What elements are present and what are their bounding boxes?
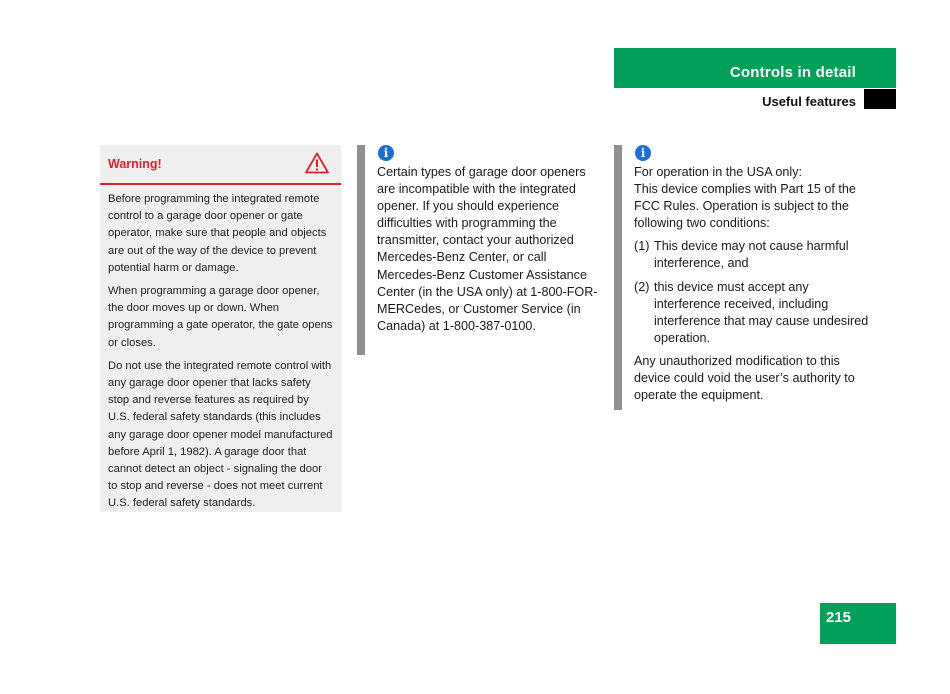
subsection-title: Useful features bbox=[762, 94, 856, 109]
warning-paragraph: Before programming the integrated remote control to a garage door opener or gate operator, make sure that people and objects are out of the way of the device to prevent potential harm or damage. bbox=[108, 193, 327, 274]
list-number: (1) bbox=[634, 239, 650, 254]
info-icon: i bbox=[378, 145, 394, 161]
warning-title: Warning! bbox=[108, 157, 162, 171]
list-text: This device may not cause harmful interference, and bbox=[654, 239, 849, 271]
list-text: this device must accept any interference received, including interference that may cause undesired operation. bbox=[654, 279, 869, 345]
page-number: 215 bbox=[826, 609, 852, 626]
warning-body bbox=[100, 185, 341, 513]
header-marker bbox=[864, 89, 896, 109]
warning-paragraph: When programming a garage door opener, the door moves up or down. When programming a gate operator, the gate opens or closes. bbox=[108, 285, 333, 349]
section-header bbox=[614, 48, 896, 88]
page-number-box bbox=[820, 603, 896, 644]
fcc-intro-text: This device complies with Part 15 of the FCC Rules. Operation is subject to the following two conditions: bbox=[634, 182, 856, 231]
fcc-closing-text: Any unauthorized modification to this device could void the user’s authority to operate the equipment. bbox=[634, 353, 855, 403]
warning-box bbox=[100, 145, 341, 512]
info-icon: i bbox=[635, 145, 651, 161]
fcc-intro-line: For operation in the USA only: bbox=[634, 165, 803, 179]
section-title: Controls in detail bbox=[729, 64, 856, 81]
list-number: (2) bbox=[634, 279, 650, 294]
info-note-fcc bbox=[614, 145, 872, 410]
warning-triangle-icon bbox=[305, 152, 329, 174]
info-text: Certain types of garage door openers are incompatible with the integrated opener. If you should experience difficulties with programming the transmitter, contact your authorized Mercedes-Benz Center, or call Mercedes-Benz Customer Assistance Center (in the USA only) at 1-800-FOR-MERCedes, or Customer Service (in Canada) at 1-800-387-0100. bbox=[377, 165, 598, 333]
warning-paragraph: Do not use the integrated remote control with any garage door opener that lacks safety stop and reverse features as required by U.S. federal safety standards (this includes any garage door opener model manufactured before April 1, 1982). A garage door that cannot detect an object - signaling the door to stop and reverse - does not meet current U.S. federal safety standards. bbox=[108, 359, 333, 510]
list-item bbox=[634, 238, 872, 272]
list-item bbox=[634, 279, 872, 347]
warning-header bbox=[100, 145, 341, 185]
info-note-garage bbox=[357, 145, 601, 355]
